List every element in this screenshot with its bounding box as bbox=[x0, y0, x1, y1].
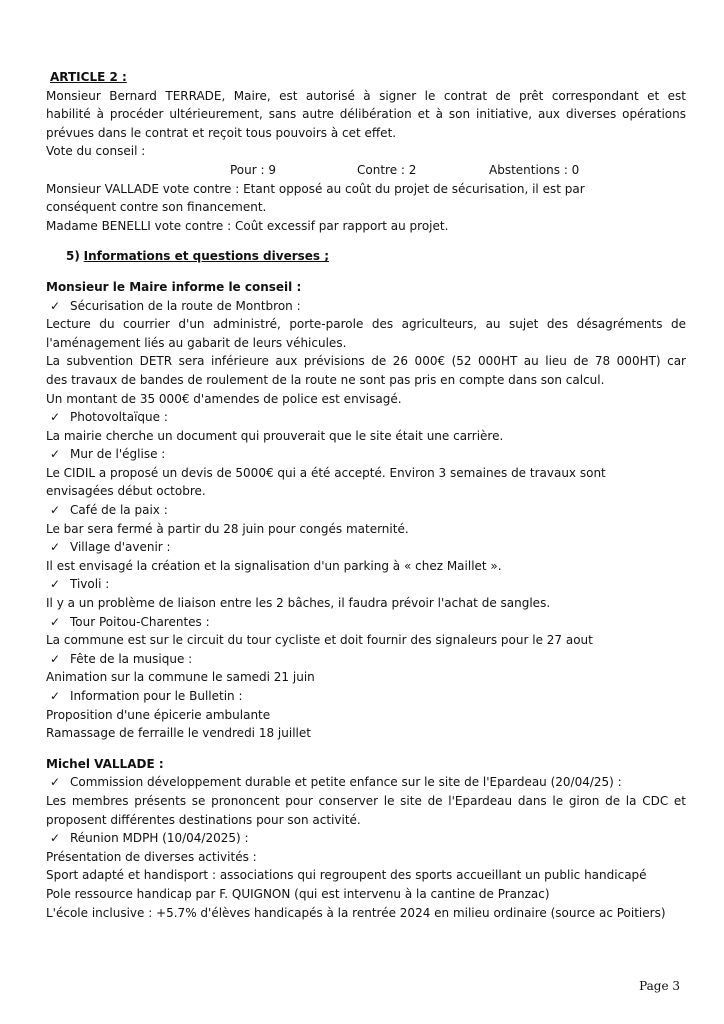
check-icon: ✓ bbox=[50, 410, 61, 425]
list-item-text-line: Le CIDIL a proposé un devis de 5000€ qui a été accepté. Environ 3 semaines de travaux sont bbox=[46, 465, 606, 480]
list-item-title-text: Tour Poitou-Charentes : bbox=[70, 614, 210, 629]
check-icon: ✓ bbox=[50, 651, 61, 666]
page-content bbox=[46, 68, 686, 922]
check-icon: ✓ bbox=[50, 775, 61, 790]
list-item-text-line: Les membres présents se prononcent pour conserver le site de l'Epardeau dans le giron de la CDC et bbox=[46, 793, 686, 808]
list-item-text-line: Sport adapté et handisport : associations qui regroupent des sports accueillant un public handicapé bbox=[46, 868, 647, 883]
maire-items-list bbox=[46, 297, 686, 743]
article-2-title: ARTICLE 2 : bbox=[50, 70, 127, 84]
list-item-text-line: Proposition d'une épicerie ambulante bbox=[46, 707, 271, 722]
list-item-title-text: Mur de l'église : bbox=[70, 447, 166, 462]
list-item-title-text: Commission développement durable et petite enfance sur le site de l'Epardeau (20/04/25) : bbox=[70, 775, 622, 790]
list-item-title-text: Tivoli : bbox=[70, 577, 110, 592]
vallade-vote-line: conséquent contre son financement. bbox=[46, 200, 267, 215]
vote-abstentions: Abstentions : 0 bbox=[489, 162, 580, 177]
list-item-title bbox=[46, 538, 686, 557]
vote-pour: Pour : 9 bbox=[230, 162, 276, 177]
list-item-title-text: Fête de la musique : bbox=[70, 651, 193, 666]
vote-results bbox=[46, 161, 686, 180]
list-item-title bbox=[46, 613, 686, 632]
list-item-text-line: La subvention DETR sera inférieure aux prévisions de 26 000€ (52 000HT au lieu de 78 000HT) car bbox=[46, 354, 686, 369]
article-text-line: Monsieur Bernard TERRADE, Maire, est autorisé à signer le contrat de prêt correspondant et est bbox=[46, 88, 686, 103]
list-item-text-line: Un montant de 35 000€ d'amendes de police est envisagé. bbox=[46, 391, 402, 406]
vallade-vote-line: Monsieur VALLADE vote contre : Etant opposé au coût du projet de sécurisation, il est par bbox=[46, 181, 585, 196]
list-item-text-line: La commune est sur le circuit du tour cycliste et doit fournir des signaleurs pour le 27 aout bbox=[46, 633, 593, 648]
check-icon: ✓ bbox=[50, 831, 61, 846]
list-item-text-line: l'aménagement liés au gabarit de leurs véhicules. bbox=[46, 335, 347, 350]
page-number: Page 3 bbox=[639, 979, 680, 993]
list-item-title bbox=[46, 687, 686, 706]
list-item-text-line: Présentation de diverses activités : bbox=[46, 849, 257, 864]
list-item-text-line: L'école inclusive : +5.7% d'élèves handicapés à la rentrée 2024 en milieu ordinaire (source ac Poitiers) bbox=[46, 905, 666, 920]
list-item-text-line: Pole ressource handicap par F. QUIGNON (qui est intervenu à la cantine de Pranzac) bbox=[46, 886, 550, 901]
article-text-line: habilité à procéder ultérieurement, sans autre délibération et à son initiative, aux diverses opérations bbox=[46, 107, 686, 122]
vallade-heading: Michel VALLADE : bbox=[46, 756, 164, 771]
vote-contre: Contre : 2 bbox=[357, 162, 417, 177]
list-item-text-line: des travaux de bandes de roulement de la route ne sont pas pris en compte dans son calcul. bbox=[46, 372, 605, 387]
article-text-line: prévues dans le contrat et reçoit tous pouvoirs à cet effet. bbox=[46, 125, 397, 140]
benelli-vote-line: Madame BENELLI vote contre : Coût excessif par rapport au projet. bbox=[46, 218, 449, 233]
list-item-title bbox=[46, 408, 686, 427]
check-icon: ✓ bbox=[50, 577, 61, 592]
list-item-title bbox=[46, 650, 686, 669]
list-item-title-text: Photovoltaïque : bbox=[70, 410, 168, 425]
article-heading bbox=[46, 68, 686, 87]
vallade-items-list bbox=[46, 773, 686, 922]
check-icon: ✓ bbox=[50, 447, 61, 462]
section-title: Informations et questions diverses ; bbox=[83, 249, 330, 264]
section-number: 5) bbox=[66, 249, 80, 264]
list-item-text-line: Il est envisagé la création et la signalisation d'un parking à « chez Maillet ». bbox=[46, 558, 502, 573]
list-item-text-line: La mairie cherche un document qui prouverait que le site était une carrière. bbox=[46, 428, 504, 443]
section-heading bbox=[66, 247, 686, 266]
list-item-text-line: envisagées début octobre. bbox=[46, 484, 206, 499]
list-item-title bbox=[46, 575, 686, 594]
list-item-title-text: Village d'avenir : bbox=[70, 540, 171, 555]
list-item-text-line: Lecture du courrier d'un administré, porte-parole des agriculteurs, au sujet des désagréments de bbox=[46, 317, 686, 332]
list-item-text-line: Ramassage de ferraille le vendredi 18 juillet bbox=[46, 726, 311, 741]
list-item-title-text: Sécurisation de la route de Montbron : bbox=[70, 298, 301, 313]
list-item-title bbox=[46, 829, 686, 848]
list-item-title-text: Réunion MDPH (10/04/2025) : bbox=[70, 831, 249, 846]
list-item-text-line: Le bar sera fermé à partir du 28 juin pour congés maternité. bbox=[46, 521, 409, 536]
list-item-title bbox=[46, 445, 686, 464]
list-item-text-line: Il y a un problème de liaison entre les 2 bâches, il faudra prévoir l'achat de sangles. bbox=[46, 596, 551, 611]
list-item-text-line: Animation sur la commune le samedi 21 juin bbox=[46, 670, 315, 685]
check-icon: ✓ bbox=[50, 298, 61, 313]
maire-heading: Monsieur le Maire informe le conseil : bbox=[46, 279, 302, 294]
list-item-title-text: Information pour le Bulletin : bbox=[70, 689, 243, 703]
list-item-title bbox=[46, 501, 686, 520]
list-item-title bbox=[46, 297, 686, 316]
list-item-title bbox=[46, 773, 686, 792]
vote-label: Vote du conseil : bbox=[46, 144, 146, 159]
check-icon: ✓ bbox=[50, 689, 61, 703]
list-item-text-line: proposent différentes destinations pour son activité. bbox=[46, 812, 361, 827]
check-icon: ✓ bbox=[50, 614, 61, 629]
list-item-title-text: Café de la paix : bbox=[70, 503, 168, 518]
check-icon: ✓ bbox=[50, 503, 61, 518]
check-icon: ✓ bbox=[50, 540, 61, 555]
